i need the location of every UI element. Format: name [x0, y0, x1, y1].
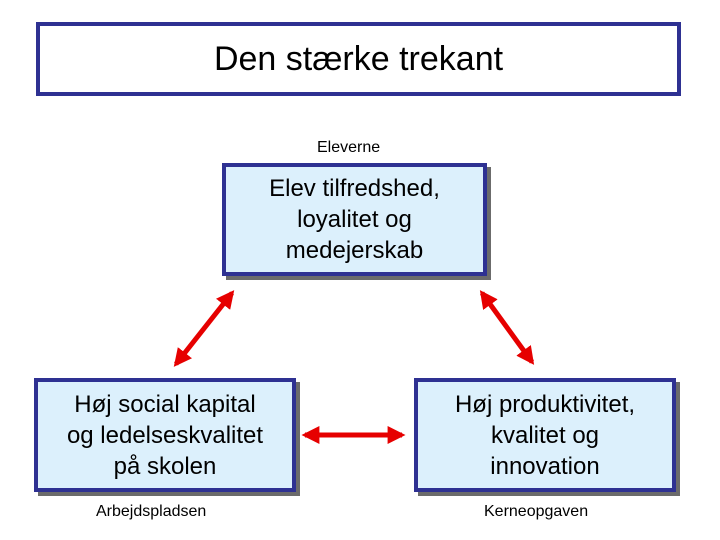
node-right: Høj produktivitet, kvalitet og innovation: [414, 378, 676, 492]
node-top: Elev tilfredshed, loyalitet og medejerskab: [222, 163, 487, 276]
caption-top: Eleverne: [317, 139, 381, 156]
arrow-top-right: [482, 293, 532, 362]
node-left: Høj social kapital og ledelseskvalitet på skolen: [34, 378, 296, 492]
arrow-top-left: [176, 293, 232, 364]
caption-left: Arbejdspladsen: [96, 503, 207, 520]
caption-right: Kerneopgaven: [484, 503, 589, 520]
slide-title: Den stærke trekant: [213, 39, 504, 78]
